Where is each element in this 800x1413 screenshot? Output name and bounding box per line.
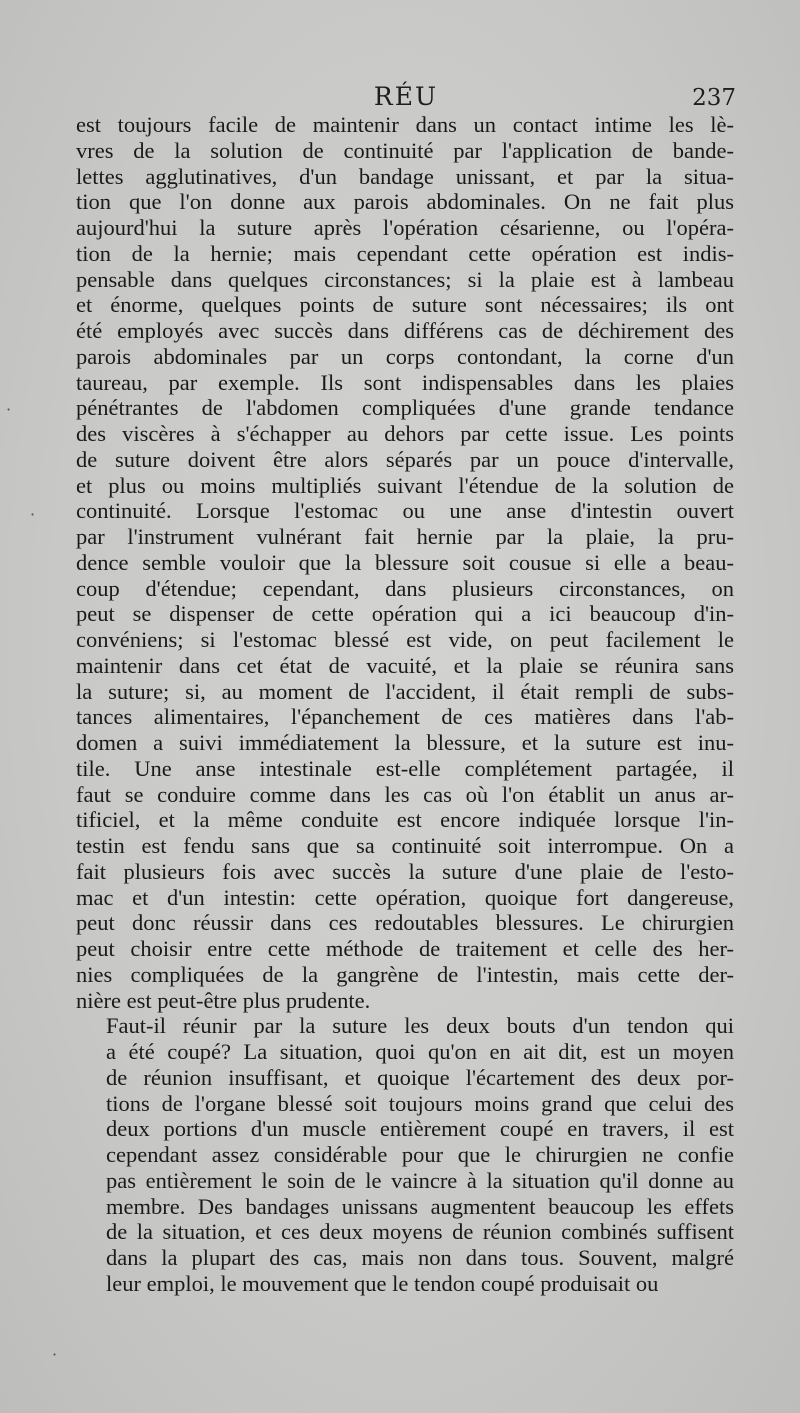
text-line: leur emploi, le mouvement que le tendon coupé produisait ou <box>106 1270 659 1296</box>
paragraph <box>76 112 734 1013</box>
text-line: et énorme, quelques points de suture sont nécessaires; ils ont <box>76 292 734 318</box>
text-line: mac et d'un intestin: cette opération, quoique fort dangereuse, <box>76 884 734 910</box>
text-line: peut se dispenser de cette opération qui a ici beaucoup d'in- <box>76 601 734 627</box>
text-line: de suture doivent être alors séparés par un pouce d'intervalle, <box>76 446 734 472</box>
text-line: tances alimentaires, l'épanchement de ces matières dans l'ab- <box>76 704 734 730</box>
text-line: lettes agglutinatives, d'un bandage unissant, et par la situa- <box>76 163 734 189</box>
text-line: été employés avec succès dans différens cas de déchirement des <box>76 318 734 343</box>
text-line: des viscères à s'échapper au dehors par cette issue. Les points <box>76 421 734 446</box>
text-line: deux portions d'un muscle entièrement coupé en travers, il est <box>106 1116 734 1142</box>
margin-speck: · <box>30 505 36 524</box>
text-line: faut se conduire comme dans les cas où l'on établit un anus ar- <box>76 781 734 807</box>
text-line: dence semble vouloir que la blessure soit cousue si elle a beau- <box>76 549 734 575</box>
text-line: convéniens; si l'estomac blessé est vide, on peut facilement le <box>76 627 734 652</box>
text-line: et plus ou moins multipliés suivant l'étendue de la solution de <box>76 472 734 498</box>
text-line: parois abdominales par un corps contondant, la corne d'un <box>76 343 734 369</box>
text-line: tions de l'organe blessé soit toujours moins grand que celui des <box>106 1090 734 1116</box>
text-line: continuité. Lorsque l'estomac ou une anse d'intestin ouvert <box>76 498 734 524</box>
text-line: testin est fendu sans que sa continuité soit interrompue. On a <box>76 833 734 858</box>
text-line: coup d'étendue; cependant, dans plusieurs circonstances, on <box>76 575 734 601</box>
running-head <box>76 82 736 116</box>
text-line: a été coupé? La situation, quoi qu'on en ait dit, est un moyen <box>106 1039 734 1064</box>
text-line: pas entièrement le soin de le vaincre à la situation qu'il donne au <box>106 1167 734 1193</box>
text-line: est toujours facile de maintenir dans un contact intime les lè- <box>76 112 734 137</box>
text-line: peut choisir entre cette méthode de traitement et celle des her- <box>76 936 734 961</box>
running-head-title: RÉU <box>373 82 439 111</box>
text-line: tion que l'on donne aux parois abdominales. On ne fait plus <box>76 189 734 215</box>
text-line: tion de la hernie; mais cependant cette opération est indis- <box>76 240 734 266</box>
text-line: nies compliquées de la gangrène de l'intestin, mais cette der- <box>76 961 734 987</box>
margin-speck: · <box>52 1345 58 1364</box>
text-line: tificiel, et la même conduite est encore indiquée lorsque l'in- <box>76 807 734 833</box>
page-number: 237 <box>692 85 736 111</box>
text-line: de la situation, et ces deux moyens de réunion combinés suffisent <box>106 1219 734 1245</box>
text-line: aujourd'hui la suture après l'opération césarienne, ou l'opéra- <box>76 215 734 240</box>
text-line: taureau, par exemple. Ils sont indispensables dans les plaies <box>76 369 734 395</box>
paragraph <box>76 1013 734 1296</box>
text-line: par l'instrument vulnérant fait hernie par la plaie, la pru- <box>76 524 734 549</box>
text-line: tile. Une anse intestinale est-elle complétement partagée, il <box>76 755 734 781</box>
text-line: pensable dans quelques circonstances; si la plaie est à lambeau <box>76 266 734 292</box>
margin-speck: · <box>6 400 12 419</box>
text-line: membre. Des bandages unissans augmentent beaucoup les effets <box>106 1193 734 1219</box>
text-line: dans la plupart des cas, mais non dans tous. Souvent, malgré <box>106 1245 734 1270</box>
body-text <box>76 112 734 1297</box>
text-line: pénétrantes de l'abdomen compliquées d'une grande tendance <box>76 395 734 421</box>
text-line: peut donc réussir dans ces redoutables blessures. Le chirurgien <box>76 910 734 936</box>
text-line: maintenir dans cet état de vacuité, et la plaie se réunira sans <box>76 652 734 678</box>
text-line: de réunion insuffisant, et quoique l'écartement des deux por- <box>106 1064 734 1090</box>
text-line: la suture; si, au moment de l'accident, il était rempli de subs- <box>76 678 734 704</box>
text-line: domen a suivi immédiatement la blessure, et la suture est inu- <box>76 730 734 755</box>
text-line: Faut-il réunir par la suture les deux bouts d'un tendon qui <box>106 1013 734 1039</box>
text-line: fait plusieurs fois avec succès la suture d'une plaie de l'esto- <box>76 858 734 884</box>
text-line: cependant assez considérable pour que le chirurgien ne confie <box>106 1142 734 1167</box>
text-line: nière est peut-être plus prudente. <box>76 987 371 1013</box>
text-line: vres de la solution de continuité par l'application de bande- <box>76 137 734 163</box>
